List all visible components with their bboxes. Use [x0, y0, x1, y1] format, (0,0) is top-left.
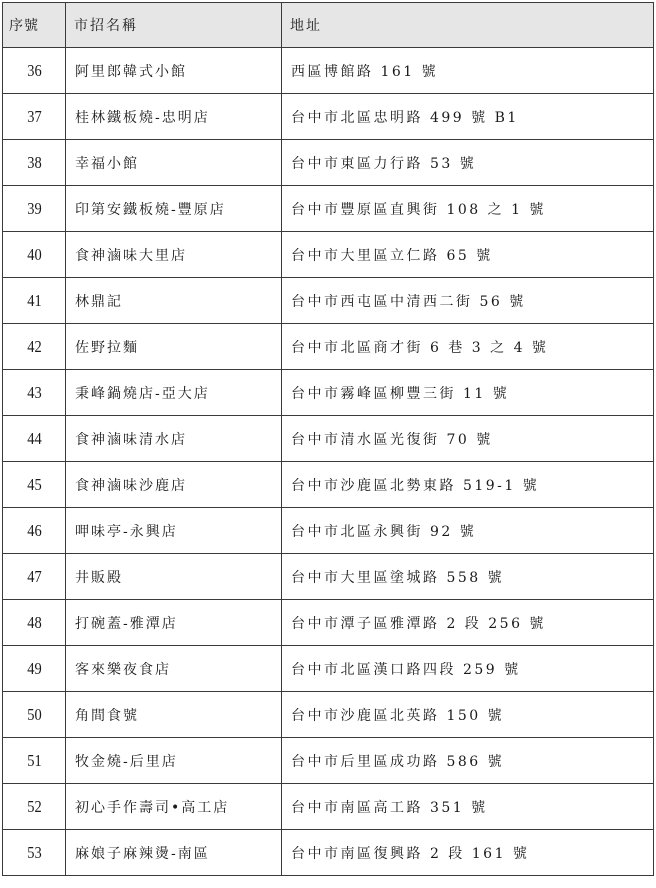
- serial-number: 50: [26, 704, 42, 724]
- serial-number: 45: [26, 474, 42, 494]
- cell-address: 台中市沙鹿區北英路 150 號: [282, 692, 654, 738]
- cell-serial-number: [3, 186, 66, 232]
- cell-address: 台中市北區永興街 92 號: [282, 508, 654, 554]
- table-row: [3, 462, 654, 508]
- cell-address: 台中市潭子區雅潭路 2 段 256 號: [282, 600, 654, 646]
- cell-address: 台中市西屯區中清西二街 56 號: [282, 278, 654, 324]
- table-row: [3, 94, 654, 140]
- table-row: [3, 324, 654, 370]
- cell-address: 台中市后里區成功路 586 號: [282, 738, 654, 784]
- cell-store-name: 食神滷味清水店: [66, 416, 282, 462]
- table-row: [3, 370, 654, 416]
- cell-address: 西區博館路 161 號: [282, 48, 654, 94]
- cell-address: 台中市南區復興路 2 段 161 號: [282, 830, 654, 876]
- serial-number: 37: [26, 106, 42, 126]
- cell-address: 台中市清水區光復街 70 號: [282, 416, 654, 462]
- cell-serial-number: [3, 94, 66, 140]
- table-row: [3, 508, 654, 554]
- cell-address: 台中市霧峰區柳豐三街 11 號: [282, 370, 654, 416]
- cell-serial-number: [3, 232, 66, 278]
- serial-number: 38: [26, 152, 42, 172]
- cell-address: 台中市大里區塗城路 558 號: [282, 554, 654, 600]
- serial-number: 53: [26, 842, 42, 862]
- cell-serial-number: [3, 784, 66, 830]
- cell-serial-number: [3, 416, 66, 462]
- cell-store-name: 食神滷味大里店: [66, 232, 282, 278]
- cell-serial-number: [3, 830, 66, 876]
- table-row: [3, 232, 654, 278]
- cell-serial-number: [3, 324, 66, 370]
- serial-number: 39: [26, 198, 42, 218]
- cell-store-name: 印第安鐵板燒-豐原店: [66, 186, 282, 232]
- table-row: [3, 784, 654, 830]
- cell-store-name: 幸福小館: [66, 140, 282, 186]
- serial-number: 52: [26, 796, 42, 816]
- cell-address: 台中市沙鹿區北勢東路 519-1 號: [282, 462, 654, 508]
- cell-store-name: 井販殿: [66, 554, 282, 600]
- cell-store-name: 佐野拉麵: [66, 324, 282, 370]
- table-row: [3, 692, 654, 738]
- serial-number: 42: [26, 336, 42, 356]
- table-row: [3, 600, 654, 646]
- cell-address: 台中市豐原區直興街 108 之 1 號: [282, 186, 654, 232]
- header-store-name: 市招名稱: [66, 3, 282, 48]
- cell-address: 台中市北區忠明路 499 號 B1: [282, 94, 654, 140]
- cell-store-name: 角間食號: [66, 692, 282, 738]
- serial-number: 40: [26, 244, 42, 264]
- table-row: [3, 738, 654, 784]
- cell-store-name: 打碗蓋-雅潭店: [66, 600, 282, 646]
- cell-store-name: 桂林鐵板燒-忠明店: [66, 94, 282, 140]
- header-address: 地址: [282, 3, 654, 48]
- header-row: [3, 3, 654, 48]
- table-header: [3, 3, 654, 48]
- table-body: [3, 48, 654, 876]
- cell-address: 台中市大里區立仁路 65 號: [282, 232, 654, 278]
- cell-serial-number: [3, 738, 66, 784]
- serial-number: 43: [26, 382, 42, 402]
- serial-number: 41: [26, 290, 42, 310]
- cell-store-name: 阿里郎韓式小館: [66, 48, 282, 94]
- cell-serial-number: [3, 370, 66, 416]
- table-row: [3, 646, 654, 692]
- cell-store-name: 初心手作壽司•高工店: [66, 784, 282, 830]
- table-row: [3, 186, 654, 232]
- cell-serial-number: [3, 462, 66, 508]
- cell-store-name: 呷味亭-永興店: [66, 508, 282, 554]
- table-row: [3, 554, 654, 600]
- cell-serial-number: [3, 140, 66, 186]
- cell-address: 台中市南區高工路 351 號: [282, 784, 654, 830]
- cell-store-name: 麻娘子麻辣燙-南區: [66, 830, 282, 876]
- serial-number: 49: [26, 658, 42, 678]
- cell-store-name: 食神滷味沙鹿店: [66, 462, 282, 508]
- serial-number: 47: [26, 566, 42, 586]
- table-row: [3, 416, 654, 462]
- cell-serial-number: [3, 508, 66, 554]
- cell-address: 台中市北區商才街 6 巷 3 之 4 號: [282, 324, 654, 370]
- cell-serial-number: [3, 692, 66, 738]
- table-row: [3, 48, 654, 94]
- header-serial-number: 序號: [3, 3, 66, 48]
- cell-serial-number: [3, 48, 66, 94]
- cell-serial-number: [3, 554, 66, 600]
- table-row: [3, 140, 654, 186]
- cell-serial-number: [3, 600, 66, 646]
- serial-number: 48: [26, 612, 42, 632]
- cell-store-name: 秉峰鍋燒店-亞大店: [66, 370, 282, 416]
- cell-address: 台中市北區漢口路四段 259 號: [282, 646, 654, 692]
- table-row: [3, 830, 654, 876]
- restaurant-list-table: [2, 2, 654, 876]
- cell-address: 台中市東區力行路 53 號: [282, 140, 654, 186]
- cell-store-name: 客來樂夜食店: [66, 646, 282, 692]
- table-row: [3, 278, 654, 324]
- serial-number: 36: [26, 60, 42, 80]
- serial-number: 44: [26, 428, 42, 448]
- cell-serial-number: [3, 278, 66, 324]
- serial-number: 46: [26, 520, 42, 540]
- cell-store-name: 牧金燒-后里店: [66, 738, 282, 784]
- cell-store-name: 林鼎記: [66, 278, 282, 324]
- cell-serial-number: [3, 646, 66, 692]
- serial-number: 51: [26, 750, 42, 770]
